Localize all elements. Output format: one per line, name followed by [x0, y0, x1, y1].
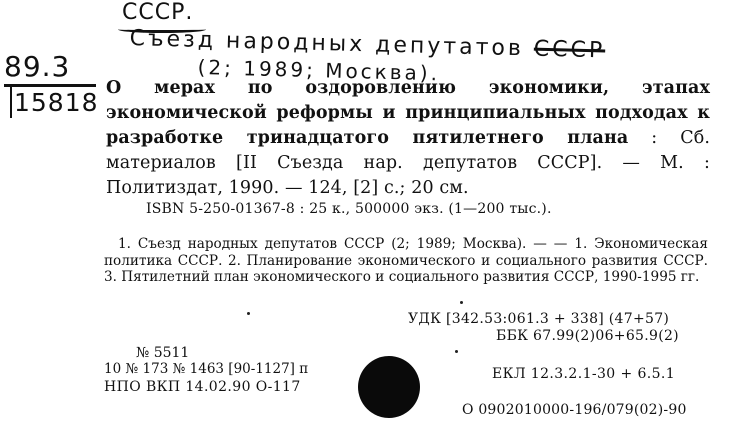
- npo-line: НПО ВКП 14.02.90 О-117: [104, 379, 301, 395]
- handwritten-heading: СССР.: [122, 0, 194, 25]
- isbn-line: ISBN 5-250-01367-8 : 25 к., 500000 экз. (1—200 тыс.).: [146, 201, 552, 217]
- record-title-block: [106, 76, 710, 201]
- handwritten-congress-text: Съезд народных депутатов: [129, 26, 525, 62]
- hole-punch-blot: [358, 356, 420, 418]
- speck: [247, 312, 250, 315]
- o-index-code: О 0902010000-196/079(02)-90: [462, 402, 687, 418]
- record-description: : Сб. материалов [II Съезда нар. депутатов СССР]. — М. : Политиздат, 1990. — 124, [2] с.; 20 см.: [106, 128, 710, 198]
- subject-headings-text: 1. Съезд народных депутатов СССР (2; 1989; Москва). — — 1. Экономическая политика СССР. 2. Планирование экономического и социального развития СССР. 3. Пятилетний план экономического и социального развития СССР, 1990-1995 гг.: [104, 236, 708, 285]
- bbk-code: ББК 67.99(2)06+65.9(2): [496, 328, 679, 344]
- handwritten-year-place: (2; 1989; Москва).: [197, 55, 441, 86]
- subject-headings: [104, 236, 708, 286]
- speck: [460, 301, 463, 304]
- handwritten-inventory-no: 15818: [14, 88, 99, 117]
- handwritten-shelf-code: 89.3: [4, 50, 71, 83]
- udc-code: УДК [342.53:061.3 + 338] (47+57): [408, 311, 670, 327]
- record-title: О мерах по оздоровлению экономики, этапах экономической реформы и принципиальных подходах к разработке тринадцатого пятилетнего плана: [106, 78, 710, 148]
- printing-info: 10 № 173 № 1463 [90-1127] п: [104, 361, 309, 377]
- handwritten-struck-text: СССР: [533, 36, 606, 64]
- ekl-code: ЕКЛ 12.3.2.1-30 + 6.5.1: [492, 366, 676, 382]
- speck: [455, 350, 458, 353]
- order-number: № 5511: [136, 345, 190, 361]
